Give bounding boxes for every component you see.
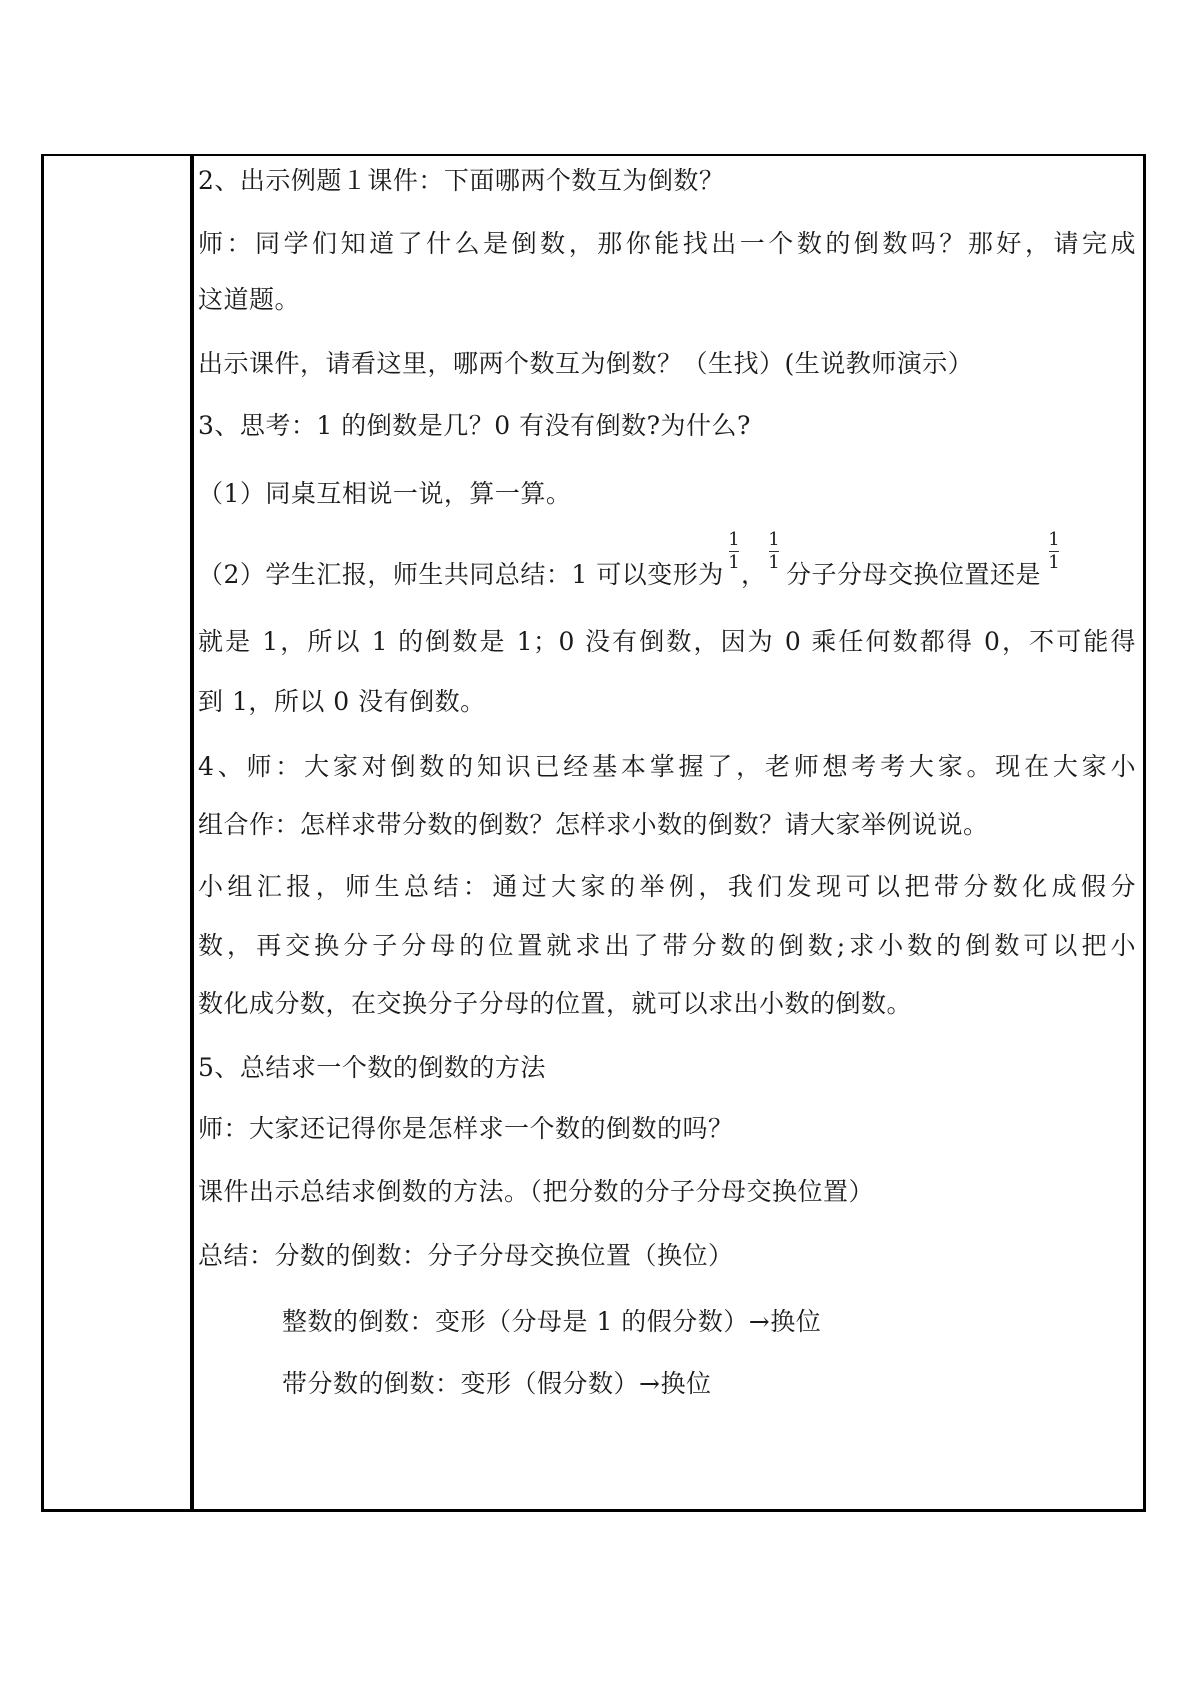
fraction-denominator: 1 — [1048, 552, 1060, 573]
text-line: 整数的倒数：变形（分母是 1 的假分数）→换位 — [282, 1307, 822, 1336]
text-line: 师：大家还记得你是怎样求一个数的倒数的吗？ — [198, 1114, 734, 1143]
text-line: （1）同桌互相说一说，算一算。 — [198, 479, 572, 508]
text-line: 师：同学们知道了什么是倒数，那你能找出一个数的倒数吗？那好，请完成 — [198, 229, 1136, 258]
text-line: 出示课件，请看这里，哪两个数互为倒数？（生找）(生说教师演示） — [198, 349, 974, 378]
text-line: 组合作：怎样求带分数的倒数？怎样求小数的倒数？请大家举例说说。 — [198, 810, 989, 839]
text-line: 5、总结求一个数的倒数的方法 — [198, 1053, 546, 1082]
text-line: 带分数的倒数：变形（假分数）→换位 — [282, 1369, 712, 1398]
text-line: 就是 1，所以 1 的倒数是 1；0 没有倒数，因为 0 乘任何数都得 0，不可能得 — [198, 627, 1136, 656]
table-left-cell — [44, 156, 194, 1509]
table-content-cell — [198, 156, 1143, 1509]
fraction-denominator: 1 — [728, 552, 740, 573]
text-line: 4、师：大家对倒数的知识已经基本掌握了，老师想考考大家。现在大家小 — [198, 752, 1136, 781]
text-line: （2）学生汇报，师生共同总结：1 可以变形为 — [198, 560, 724, 589]
fraction-denominator: 1 — [768, 552, 780, 573]
text-line: 3、思考：1 的倒数是几？0 有没有倒数?为什么? — [198, 411, 751, 440]
text-line: 课件出示总结求倒数的方法。（把分数的分子分母交换位置） — [198, 1177, 875, 1206]
text-line: 总结：分数的倒数：分子分母交换位置（换位） — [198, 1241, 734, 1270]
fraction — [768, 531, 780, 572]
fraction-numerator: 1 — [728, 529, 740, 550]
fraction-numerator: 1 — [768, 529, 780, 550]
fraction — [1048, 531, 1060, 572]
fraction — [728, 531, 740, 572]
text-line: 数化成分数，在交换分子分母的位置，就可以求出小数的倒数。 — [198, 989, 913, 1018]
text-line: 小组汇报，师生总结：通过大家的举例，我们发现可以把带分数化成假分 — [198, 872, 1136, 901]
lesson-table — [41, 154, 1146, 1512]
text-line: ， — [741, 560, 767, 589]
text-line: 分子分母交换位置还是 — [786, 560, 1042, 589]
text-line: 这道题。 — [198, 285, 301, 314]
text-line: 2、出示例题１课件：下面哪两个数互为倒数？ — [198, 166, 725, 195]
text-line: 数，再交换分子分母的位置就求出了带分数的倒数;求小数的倒数可以把小 — [198, 931, 1136, 960]
fraction-numerator: 1 — [1048, 529, 1060, 550]
text-line: 到 1，所以 0 没有倒数。 — [198, 687, 486, 716]
